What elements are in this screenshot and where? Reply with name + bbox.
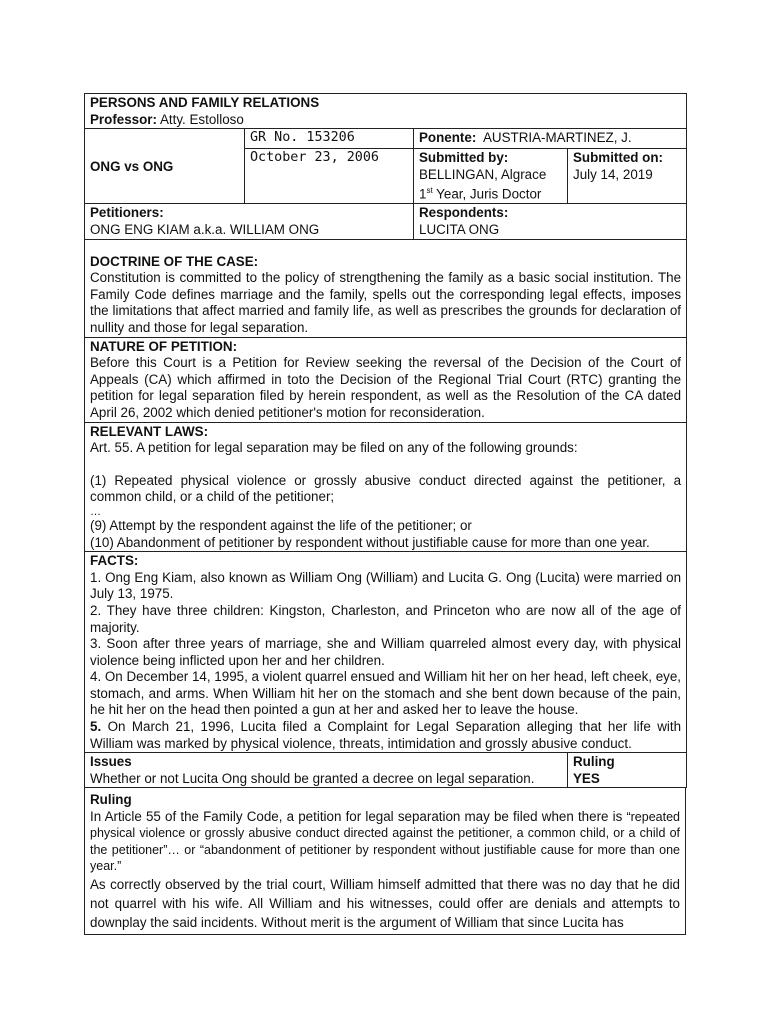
ruling-paragraph-1: In Article 55 of the Family Code, a petition for legal separation may be filed when there is “repeated physical violence or grossly abusive conduct directed against the petitioner, a common child, or a child of the petitioner”… or “abandonment of petitioner by respondent without justifiable cause for more than one year.” <box>90 808 680 874</box>
respondents-label: Respondents: <box>419 205 509 221</box>
relevant-laws-section <box>85 422 687 552</box>
ponente-name: AUSTRIA-MARTINEZ, J. <box>483 130 632 146</box>
professor-name: Atty. Estolloso <box>159 111 244 127</box>
ruling-summary-cell <box>568 753 687 788</box>
respondents-cell <box>414 204 687 239</box>
course-header-cell <box>85 94 687 129</box>
submitted-by-year: 1st Year, Juris Doctor <box>419 186 542 202</box>
law-ground-1: (1) Repeated physical violence or grossly abusive conduct directed against the petitioner, a common child, or a child of the petitioner; <box>90 472 682 505</box>
facts-section <box>85 552 687 753</box>
submitted-by-name: BELLINGAN, Algrace <box>419 166 547 182</box>
relevant-laws-intro: Art. 55. A petition for legal separation may be filed on any of the following grounds: <box>90 440 578 456</box>
doctrine-section <box>85 239 687 337</box>
ponente-cell <box>414 129 687 149</box>
ruling-label: Ruling <box>90 792 132 807</box>
law-ground-9: (9) Attempt by the respondent against the life of the petitioner; or <box>90 517 472 533</box>
professor-line <box>90 112 681 129</box>
fact-item: 1. Ong Eng Kiam, also known as William Ong (William) and Lucita G. Ong (Lucita) were married on July 13, 1975. <box>90 569 682 602</box>
fact-item: 2. They have three children: Kingston, Charleston, and Princeton who are now all of the age of majority. <box>90 602 682 635</box>
fact-item: 3. Soon after three years of marriage, she and William quarreled almost every day, with physical violence being inflicted upon her and her children. <box>90 636 682 668</box>
submitted-on-label: Submitted on: <box>573 150 664 166</box>
petitioners-cell <box>85 204 414 239</box>
fact-item: 4. On December 14, 1995, a violent quarrel ensued and William hit her on her head, left cheek, eye, stomach, and arms. When William hit her on the stomach and she bent down because of the pain, he hit her on the head then pointed a gun at her and asked her to leave the house. <box>90 669 682 718</box>
course-title: PERSONS AND FAMILY RELATIONS <box>90 95 320 110</box>
submitted-by-label: Submitted by: <box>419 150 509 166</box>
professor-label: Professor: <box>90 111 157 127</box>
petitioners-name: ONG ENG KIAM a.k.a. WILLIAM ONG <box>90 222 320 238</box>
case-digest-table <box>84 93 687 788</box>
doctrine-label: DOCTRINE OF THE CASE: <box>90 253 259 269</box>
doctrine-text: Constitution is committed to the policy of strengthening the family as a basic social institution. The Family Code defines marriage and the family, spells out the corresponding legal effects, imposes the limitations that affect married and family life, as well as prescribes the grounds for declaration of nullity and those for legal separation. <box>90 270 682 335</box>
case-date: October 23, 2006 <box>245 149 414 204</box>
ruling-table <box>84 787 686 935</box>
case-title: ONG vs ONG <box>85 129 245 204</box>
facts-label: FACTS: <box>90 553 139 569</box>
issues-label: Issues <box>90 754 132 770</box>
nature-label: NATURE OF PETITION: <box>90 338 238 354</box>
gr-number: GR No. 153206 <box>245 129 414 149</box>
ponente-label: Ponente: <box>419 130 477 146</box>
issues-text: Whether or not Lucita Ong should be granted a decree on legal separation. <box>90 770 535 786</box>
relevant-laws-label: RELEVANT LAWS: <box>90 423 209 439</box>
ruling-section <box>85 788 686 935</box>
nature-section <box>85 337 687 422</box>
respondents-name: LUCITA ONG <box>419 222 500 238</box>
petitioners-label: Petitioners: <box>90 205 164 221</box>
submitted-by-cell <box>414 149 568 204</box>
ruling-paragraph-2: As correctly observed by the trial court, William himself admitted that there was no day that he did not quarrel with his wife. All William and his witnesses, could offer are denials and attempts to downplay the said incidents. Without merit is the argument of William that since Lucita has <box>90 876 680 930</box>
ruling-summary-label: Ruling <box>573 754 615 770</box>
submitted-on-cell <box>568 149 687 204</box>
submitted-on-date: July 14, 2019 <box>573 166 653 182</box>
law-ground-10: (10) Abandonment of petitioner by respondent without justifiable cause for more than one year. <box>90 534 650 550</box>
law-ellipsis: … <box>90 505 101 518</box>
nature-text: Before this Court is a Petition for Review seeking the reversal of the Decision of the Court of Appeals (CA) which affirmed in toto the Decision of the Regional Trial Court (RTC) granting the petition for legal separation filed by herein respondent, as well as the Resolution of the CA dated April 26, 2002 which denied petitioner's motion for reconsideration. <box>90 355 682 420</box>
fact-item-5: 5. On March 21, 1996, Lucita filed a Complaint for Legal Separation alleging that her life with William was marked by physical violence, threats, intimidation and grossly abusive conduct. <box>90 719 682 751</box>
issues-cell <box>85 753 568 788</box>
ruling-summary-value: YES <box>573 770 600 786</box>
